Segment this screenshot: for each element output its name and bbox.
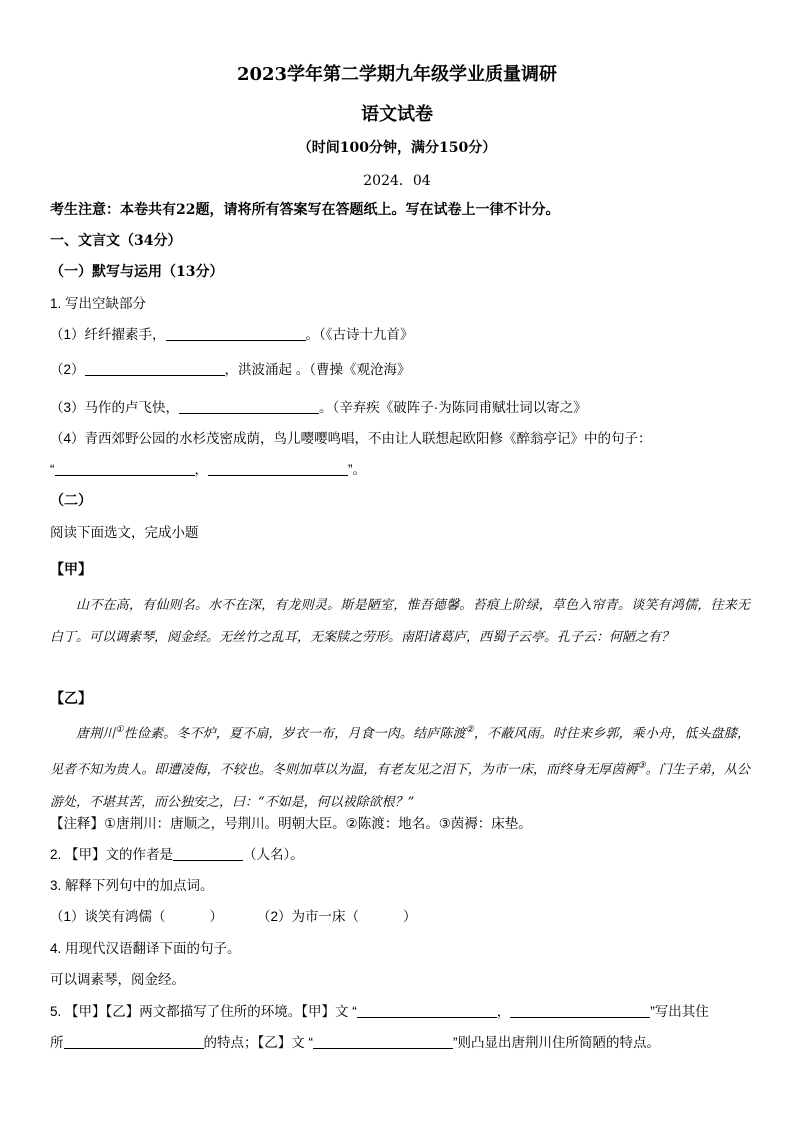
passage-jia-label: 【甲】 bbox=[50, 562, 92, 578]
passage-yi-text-a: 唐荆川 bbox=[76, 726, 116, 742]
answer-blank[interactable] bbox=[179, 399, 319, 414]
q5-line1-end: ”写出其住 bbox=[650, 1004, 709, 1019]
answer-blank[interactable] bbox=[510, 1003, 650, 1018]
part2-heading: （二） bbox=[50, 493, 92, 509]
q1-2-prefix: （2） bbox=[50, 362, 85, 377]
q3-1: （1）谈笑有鸿儒（ bbox=[50, 909, 166, 924]
q5-line2-end: ”则凸显出唐荆川住所简陋的特点。 bbox=[453, 1035, 660, 1050]
q3-2-close: ） bbox=[403, 909, 417, 924]
q2-suffix: （人名）。 bbox=[243, 847, 304, 862]
annotation: 【注释】①唐荆川：唐顺之，号荆川。明朝大臣。②陈渡：地名。③茵褥：床垫。 bbox=[50, 816, 532, 831]
answer-blank[interactable] bbox=[85, 361, 225, 376]
part1-heading: （一）默写与运用（13分） bbox=[50, 264, 224, 280]
q3-items bbox=[50, 908, 417, 926]
q1-1-suffix: 。（《古诗十九首》 bbox=[305, 327, 414, 342]
time-note: （时间100分钟，满分150分） bbox=[297, 140, 497, 156]
answer-blank[interactable] bbox=[357, 1003, 497, 1018]
subject-title: 语文试卷 bbox=[361, 104, 433, 125]
close-quote: ”。 bbox=[348, 462, 366, 477]
passage-yi bbox=[50, 714, 750, 819]
answer-blank[interactable] bbox=[55, 461, 195, 476]
passage-yi-text-d: 。门生子弟，从公游处，不堪其苦，而公独安之，曰：“不如是，何以祓除欲根？” bbox=[50, 762, 750, 810]
exam-date: 2024．04 bbox=[363, 173, 431, 189]
answer-blank[interactable] bbox=[64, 1034, 204, 1049]
part2-instruction: 阅读下面选文，完成小题 bbox=[50, 525, 199, 540]
q4-title: 4. 用现代汉语翻译下面的句子。 bbox=[50, 941, 241, 956]
comma: ， bbox=[194, 462, 208, 477]
q3-title: 3. 解释下列句中的加点词。 bbox=[50, 878, 214, 893]
q1-2 bbox=[50, 361, 411, 379]
answer-blank[interactable] bbox=[208, 461, 348, 476]
passage-yi-text-c: ，不蔽风雨。时往来乡郭，乘小舟，低头盘膝，见者不知为贵人。即遭凌侮，不较也。冬则加草以为温，有老友见之泪下，为市一床，而终身无厚茵褥 bbox=[50, 726, 750, 778]
section1-heading: 一、文言文（34分） bbox=[50, 233, 182, 249]
q1-4-text: （4）青西郊野公园的水杉茂密成荫，鸟儿嘤嘤鸣唱，不由让人联想起欧阳修《醉翁亭记》中的句子： bbox=[50, 431, 652, 446]
passage-yi-text-b: 性俭素。冬不炉，夏不扇，岁衣一布，月食一肉。结庐陈渡 bbox=[123, 726, 466, 742]
q5-prefix: 5. 【甲】【乙】两文都描写了住所的环境。【甲】文 “ bbox=[50, 1004, 357, 1019]
q1-3-suffix: 。（辛弃疾《破阵子·为陈同甫赋壮词以寄之》 bbox=[319, 400, 587, 415]
q1-3 bbox=[50, 399, 587, 417]
q2 bbox=[50, 846, 304, 864]
passage-yi-label: 【乙】 bbox=[50, 691, 92, 707]
note-marker-3: ③ bbox=[637, 761, 646, 772]
q5-line1 bbox=[50, 1003, 709, 1021]
note-marker-2: ② bbox=[465, 725, 474, 735]
q5-line2-mid: 的特点；【乙】文 “ bbox=[203, 1035, 313, 1050]
answer-blank[interactable] bbox=[173, 846, 243, 861]
answer-blank[interactable] bbox=[313, 1034, 453, 1049]
open-quote: “ bbox=[50, 462, 55, 477]
q5-line2-prefix: 所 bbox=[50, 1035, 64, 1050]
q1-1 bbox=[50, 326, 414, 344]
answer-blank[interactable] bbox=[166, 326, 306, 341]
q3-2: （2）为市一床（ bbox=[257, 909, 360, 924]
q2-prefix: 2. 【甲】文的作者是 bbox=[50, 847, 174, 862]
q5-line2 bbox=[50, 1034, 660, 1052]
q1-3-prefix: （3）马作的卢飞快， bbox=[50, 400, 180, 415]
q1-2-suffix: ，洪波涌起 。（曹操《观沧海》 bbox=[224, 362, 411, 377]
q5-comma: ， bbox=[496, 1004, 511, 1019]
q3-1-close: ） bbox=[209, 909, 224, 924]
exam-title: 2023学年第二学期九年级学业质量调研 bbox=[236, 64, 558, 85]
passage-jia: 山不在高，有仙则名。水不在深，有龙则灵。斯是陋室，惟吾德馨。苔痕上阶绿，草色入帘青。谈笑有鸿儒，往来无白丁。可以调素琴，阅金经。无丝竹之乱耳，无案牍之劳形。南阳诸葛庐，西蜀子云亭。孔子云：何陋之有？ bbox=[50, 598, 750, 645]
q1-title: 1. 写出空缺部分 bbox=[50, 296, 147, 311]
candidate-notice: 考生注意：本卷共有22题，请将所有答案写在答题纸上。写在试卷上一律不计分。 bbox=[50, 202, 560, 218]
q1-1-prefix: （1）纤纤擢素手， bbox=[50, 327, 166, 342]
q1-4-answer bbox=[50, 461, 366, 479]
note-marker-1: ① bbox=[115, 725, 124, 735]
q4-sentence: 可以调素琴，阅金经。 bbox=[50, 972, 185, 987]
